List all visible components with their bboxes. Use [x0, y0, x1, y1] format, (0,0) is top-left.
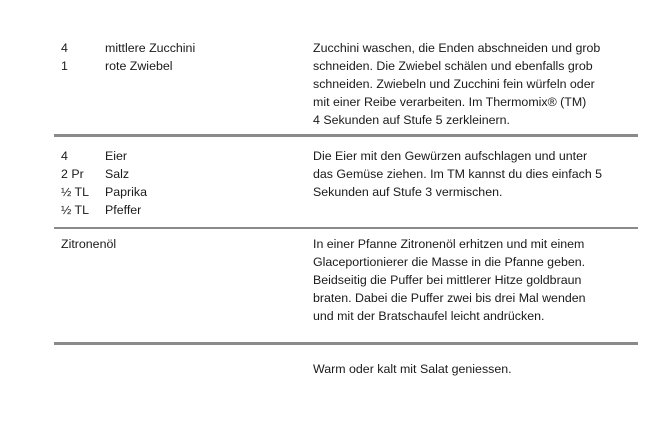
section-divider [54, 342, 638, 345]
ingredient-qty: 4 [61, 41, 68, 55]
step-instructions [313, 235, 638, 325]
ingredient-quantities [61, 39, 68, 75]
instruction-line: mit einer Reibe verarbeiten. Im Thermomix® (TM) [313, 95, 587, 109]
ingredient-name: Zitronenöl [61, 237, 117, 251]
step-instructions [313, 147, 638, 201]
step-instructions [313, 360, 638, 378]
ingredient-names [61, 235, 116, 253]
instruction-line: braten. Dabei die Puffer zwei bis drei Mal wenden [313, 291, 586, 305]
instruction-line: Die Eier mit den Gewürzen aufschlagen und unter [313, 149, 588, 163]
instruction-line: Warm oder kalt mit Salat geniessen. [313, 362, 512, 376]
instruction-line: Beidseitig die Puffer bei mittlerer Hitze goldbraun [313, 273, 582, 287]
ingredient-name: Pfeffer [105, 203, 142, 217]
ingredient-names [105, 39, 195, 75]
ingredient-name: Eier [105, 149, 128, 163]
instruction-line: In einer Pfanne Zitronenöl erhitzen und mit einem [313, 237, 585, 251]
ingredient-name: rote Zwiebel [105, 59, 173, 73]
ingredient-qty: ½ TL [61, 203, 90, 217]
ingredient-qty: 2 Pr [61, 167, 84, 181]
section-divider [54, 227, 638, 229]
ingredient-qty: 4 [61, 149, 68, 163]
ingredient-qty: ½ TL [61, 185, 90, 199]
ingredient-name: Paprika [105, 185, 148, 199]
ingredient-names [105, 147, 147, 219]
section-divider [54, 134, 638, 137]
ingredient-name: mittlere Zucchini [105, 41, 196, 55]
ingredient-qty: 1 [61, 59, 68, 73]
instruction-line: Zucchini waschen, die Enden abschneiden und grob [313, 41, 601, 55]
instruction-line: Sekunden auf Stufe 3 vermischen. [313, 185, 503, 199]
instruction-line: schneiden. Zwiebeln und Zucchini fein würfeln oder [313, 77, 595, 91]
instruction-line: schneiden. Die Zwiebel schälen und ebenfalls grob [313, 59, 593, 73]
instruction-line: Glaceportionierer die Masse in die Pfanne geben. [313, 255, 586, 269]
ingredient-name: Salz [105, 167, 130, 181]
instruction-line: das Gemüse ziehen. Im TM kannst du dies einfach 5 [313, 167, 603, 181]
instruction-line: und mit der Bratschaufel leicht andrücken. [313, 309, 545, 323]
instruction-line: 4 Sekunden auf Stufe 5 zerkleinern. [313, 113, 511, 127]
step-instructions [313, 39, 638, 129]
ingredient-quantities [61, 147, 89, 219]
